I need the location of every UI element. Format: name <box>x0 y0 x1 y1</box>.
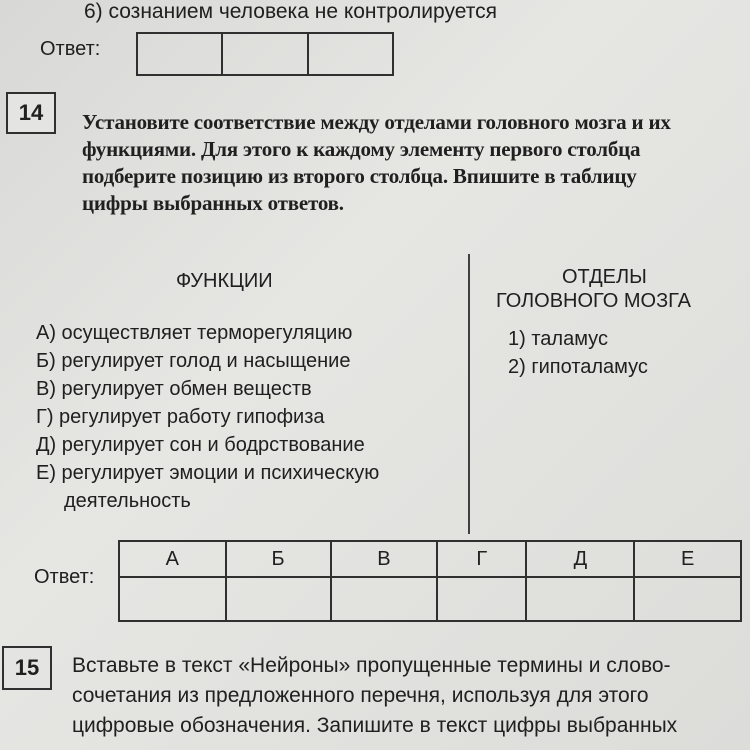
answer-cell[interactable] <box>634 577 741 621</box>
task14-question-line: цифры выбранных ответов. <box>82 191 344 215</box>
answer-column-header: А <box>119 541 226 577</box>
answer-cell[interactable] <box>331 577 438 621</box>
prev-answer-box[interactable] <box>136 32 394 76</box>
prev-answer-cell[interactable] <box>309 34 392 74</box>
task15-question-line: Вставьте в текст «Нейроны» пропущенные термины и слово- <box>72 654 671 677</box>
answer-table-header-row <box>119 541 741 577</box>
answer-column-header: Б <box>226 541 331 577</box>
parts-header-line1: ОТДЕЛЫ <box>562 266 647 288</box>
parts-header-line2: ГОЛОВНОГО МОЗГА <box>496 290 692 312</box>
task14-question-line: функциями. Для этого к каждому элементу первого столбца <box>82 137 641 161</box>
task15-question-line: сочетания из предложенного перечня, используя для этого <box>72 684 649 707</box>
column-divider <box>468 254 470 534</box>
functions-header: ФУНКЦИИ <box>176 270 273 292</box>
task15-question-line: цифровые обозначения. Запишите в текст цифры выбранных <box>72 714 678 737</box>
task-number-15: 15 <box>2 646 52 690</box>
prev-answer-cell[interactable] <box>223 34 308 74</box>
answer-label: Ответ: <box>34 566 95 588</box>
answer-column-header: Г <box>437 541 526 577</box>
function-item-b: Б) регулирует голод и насыщение <box>36 350 351 372</box>
task-number-14: 14 <box>6 92 56 134</box>
answer-column-header: Д <box>526 541 634 577</box>
function-item-a: А) осуществляет терморегуляцию <box>36 322 353 344</box>
function-item-g: Г) регулирует работу гипофиза <box>36 406 325 428</box>
answer-column-header: Е <box>634 541 741 577</box>
answer-cell[interactable] <box>226 577 331 621</box>
option-hypothalamus: 2) гипоталамус <box>508 356 648 378</box>
answer-table <box>118 540 742 622</box>
function-item-e: Е) регулирует эмоции и психическую <box>36 462 380 484</box>
task14-question-line: подберите позицию из второго столбца. Впишите в таблицу <box>82 164 637 188</box>
task14-question-line: Установите соответствие между отделами головного мозга и их <box>82 110 671 134</box>
prev-answer-label: Ответ: <box>40 38 101 60</box>
prev-task-item: 6) сознанием человека не контролируется <box>84 0 497 23</box>
answer-cell[interactable] <box>437 577 526 621</box>
answer-cell[interactable] <box>119 577 226 621</box>
option-thalamus: 1) таламус <box>508 328 608 350</box>
function-item-e-continued: деятельность <box>64 490 191 512</box>
function-item-v: В) регулирует обмен веществ <box>36 378 312 400</box>
function-item-d: Д) регулирует сон и бодрствование <box>36 434 365 456</box>
answer-table-input-row <box>119 577 741 621</box>
prev-answer-cell[interactable] <box>138 34 223 74</box>
answer-cell[interactable] <box>526 577 634 621</box>
answer-column-header: В <box>331 541 438 577</box>
